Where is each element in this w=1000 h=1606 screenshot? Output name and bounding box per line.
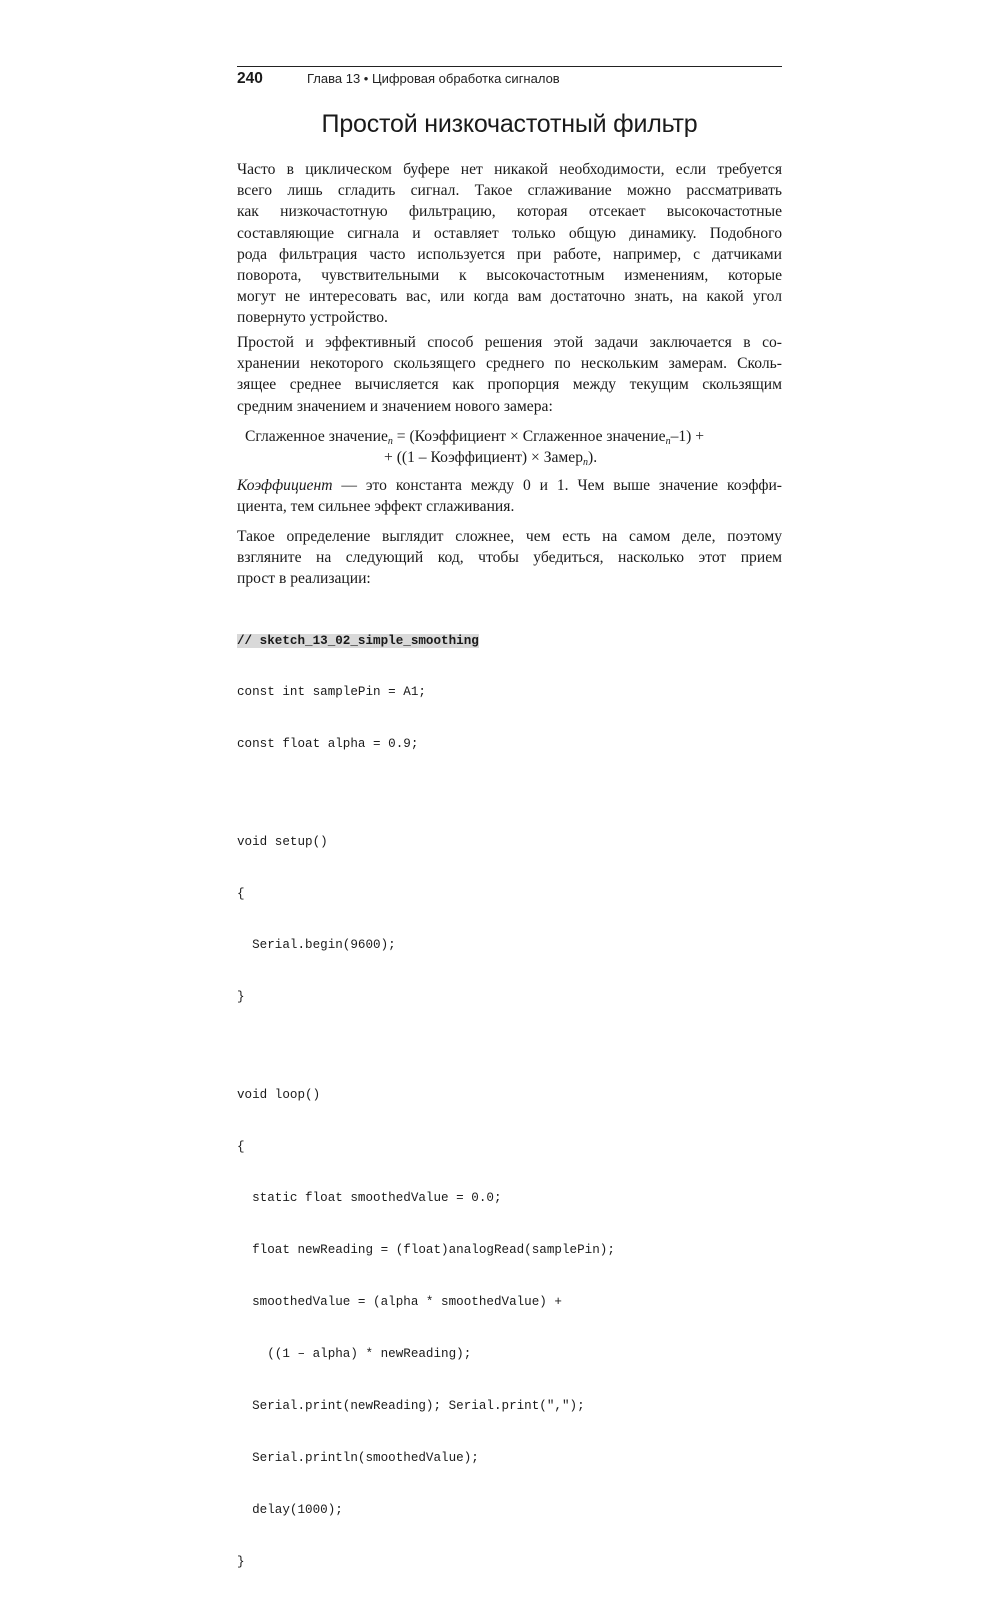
text-line: поворота, чувствительными к высокочастотным изменениям, которые <box>237 267 782 285</box>
text-line: Простой и эффективный способ решения этой задачи заключается в со- <box>237 334 782 351</box>
code-line: Serial.begin(9600); <box>237 938 396 953</box>
code-line: float newReading = (float)analogRead(samplePin); <box>237 1243 615 1258</box>
code-line: void setup() <box>237 834 328 849</box>
paragraph-method <box>237 332 782 417</box>
formula-line-1 <box>237 426 782 447</box>
text-line: составляющие сигнала и оставляет только общую динамику. Подобного <box>237 224 782 242</box>
code-blank-line <box>237 788 615 799</box>
page-number: 240 <box>237 70 263 87</box>
text-line: повернуто устройство. <box>237 309 388 327</box>
running-header <box>237 66 782 89</box>
text-line: прост в реализации: <box>237 570 371 588</box>
code-line: Serial.println(smoothedValue); <box>237 1450 479 1465</box>
formula-text: Сглаженное значение <box>245 428 388 445</box>
code-line: void loop() <box>237 1087 321 1102</box>
text-line: циента, тем сильнее эффект сглаживания. <box>237 498 515 516</box>
code-line: delay(1000); <box>237 1502 343 1517</box>
text-line: рода фильтрация часто используется при работе, например, с датчиками <box>237 245 782 263</box>
formula-text: + ((1 – Коэффициент) × Замер <box>384 449 584 466</box>
section-title: Простой низкочастотный фильтр <box>321 110 698 138</box>
smoothing-formula <box>237 426 782 468</box>
formula-text: –1) + <box>670 428 705 445</box>
code-line: } <box>237 1554 245 1569</box>
code-line: { <box>237 886 245 901</box>
text-line: средним значением и значением нового замера: <box>237 397 553 415</box>
text-line: Такое определение выглядит сложнее, чем есть на самом деле, поэтому <box>237 528 782 545</box>
formula-text: = (Коэффициент × Сглаженное значение <box>392 428 666 445</box>
text-line: хранении некоторого скользящего среднего по нескольким замерам. Сколь- <box>237 355 782 373</box>
code-line: Serial.print(newReading); Serial.print(","); <box>237 1398 585 1413</box>
code-line: const int samplePin = A1; <box>237 685 426 700</box>
code-blank-line <box>237 1041 615 1052</box>
code-listing <box>237 598 615 1606</box>
text-line <box>237 475 782 496</box>
paragraph-intro <box>237 159 782 329</box>
paragraph-code-intro <box>237 526 782 590</box>
formula-text: ). <box>588 449 598 466</box>
code-line: smoothedValue = (alpha * smoothedValue) + <box>237 1295 562 1310</box>
text-line: могут не интересовать вас, или когда вам достаточно знать, на какой угол <box>237 288 782 306</box>
text-line: всего лишь сгладить сигнал. Такое сглаживание можно рассматривать <box>237 182 782 200</box>
code-line <box>237 633 615 650</box>
text-line: как низкочастотную фильтрацию, которая отсекает высокочастотные <box>237 203 782 221</box>
formula-subscript: n <box>583 457 589 468</box>
italic-term: Коэффициент <box>237 477 333 494</box>
formula-line-2 <box>237 447 782 468</box>
formula-subscript: n <box>387 436 393 447</box>
code-line: const float alpha = 0.9; <box>237 737 419 752</box>
chapter-title: Глава 13 • Цифровая обработка сигналов <box>307 71 560 86</box>
code-line: { <box>237 1139 245 1154</box>
code-comment: // sketch_13_02_simple_smoothing <box>237 633 479 648</box>
code-line: static float smoothedValue = 0.0; <box>237 1191 502 1206</box>
formula-subscript: n <box>665 436 671 447</box>
text-fragment: — это константа между 0 и 1. Чем выше значение коэффи- <box>332 477 782 494</box>
text-line: зящее среднее вычисляется как пропорция между текущим скользящим <box>237 376 782 394</box>
code-line: } <box>237 990 245 1005</box>
code-line: ((1 – alpha) * newReading); <box>237 1347 472 1362</box>
text-line: взгляните на следующий код, чтобы убедиться, насколько этот прием <box>237 549 782 567</box>
paragraph-coefficient <box>237 475 782 517</box>
text-line: Часто в циклическом буфере нет никакой необходимости, если требуется <box>237 161 782 178</box>
